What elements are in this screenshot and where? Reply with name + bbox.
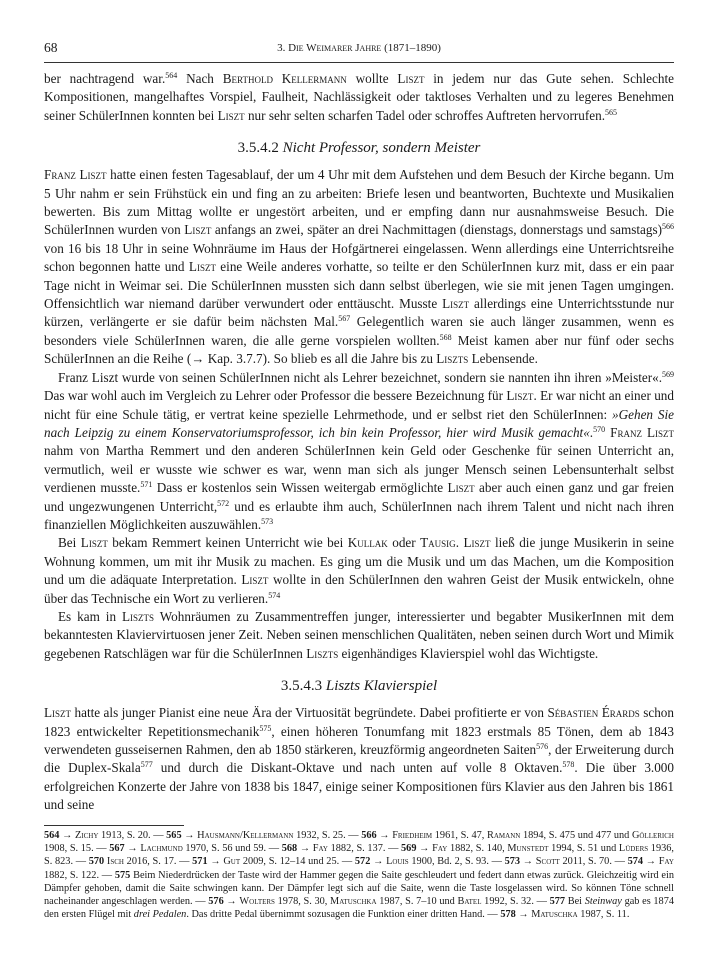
text-run: 1961, S. 47, xyxy=(432,830,487,841)
footnote-ref[interactable]: 564 xyxy=(165,71,178,80)
text-run: 1987, S. 7–10 und xyxy=(376,896,458,908)
person-name: Liszt xyxy=(442,296,470,312)
person-name: Scott xyxy=(535,856,560,868)
text-run: Bei xyxy=(58,535,81,551)
person-name: Zichy xyxy=(75,830,99,841)
person-name: Liszt xyxy=(447,480,475,496)
text-run: → xyxy=(207,856,224,868)
person-name: Tausig xyxy=(420,535,456,551)
person-name: Lachmund xyxy=(140,843,183,855)
person-name: Liszt xyxy=(463,535,491,551)
paragraph xyxy=(44,369,674,535)
text-run: 1992, S. 32. — xyxy=(481,896,550,908)
text-run: → xyxy=(416,843,433,855)
person-name: Friedheim xyxy=(392,830,433,841)
footnote-number: 572 xyxy=(354,856,371,868)
text-run: hatte als junger Pianist eine neue Ära der Virtuosität begründete. Dabei profitierte er von xyxy=(71,705,548,721)
footnote xyxy=(166,830,361,841)
text-run: . xyxy=(455,535,464,551)
person-name: Liszt xyxy=(184,222,212,238)
footnote xyxy=(109,843,281,854)
text-run: . Die über 3.000 erfolgreichen Konzerte der Jahre von 1838 bis 1847, einige seiner Kompositionen fürs Klavier aus den Jahren bis 1861 und seine xyxy=(44,760,674,813)
text-run: Es kam in xyxy=(58,608,122,624)
footnote xyxy=(44,830,166,841)
person-name: Liszt xyxy=(188,259,216,275)
footnote xyxy=(282,843,401,854)
text-run: 2016, S. 17. — xyxy=(123,856,193,868)
section-heading xyxy=(44,138,674,158)
text-run: aber auch einen ganz und gar freien und ungezwungenen Unterricht, xyxy=(44,480,674,514)
text-run: nahm von Martha Remmert und den anderen SchülerInnen kein Geld oder Geschenke für seinen Unterricht an, vermutlich, weil er wusste wie schwer es war, wenn man sich als junger Mensch seinen Lebensunterhalt selbst verdienen musste. xyxy=(44,443,674,496)
person-name: Fay xyxy=(658,856,674,868)
text-run: ber nachtragend war. xyxy=(44,71,166,86)
footnote-ref[interactable]: 567 xyxy=(338,314,351,324)
footnote-ref[interactable]: 577 xyxy=(140,760,153,770)
person-name: Liszt xyxy=(397,71,425,86)
text-run: 2009, S. 12–14 und 25. — xyxy=(240,856,355,868)
footnote-ref[interactable]: 569 xyxy=(662,369,674,379)
text-run: Meist kamen aber nur fünf oder sechs SchülerInnen an die Reihe (→ Kap. 3.7.7). So blieb es all die Jahre bis zu xyxy=(44,332,674,367)
footnote-number: 577 xyxy=(549,896,566,908)
footnote-number: 576 xyxy=(208,896,224,908)
footnote-number: 573 xyxy=(504,856,521,868)
person-name: Berthold Kellermann xyxy=(222,71,347,86)
person-name: Göllerich xyxy=(631,830,674,841)
footnote xyxy=(505,856,628,867)
text-run: schon 1823 entwickelter Repetitionsmechanik xyxy=(44,705,674,739)
footnote-ref[interactable]: 566 xyxy=(662,222,675,232)
text-run: . xyxy=(589,424,594,440)
footnote-ref[interactable]: 572 xyxy=(217,498,230,508)
text-run: → xyxy=(59,830,75,841)
text-run: → xyxy=(515,909,532,921)
footnote-number: 571 xyxy=(192,856,208,868)
person-name: Kullak xyxy=(347,535,388,551)
section-number: 3.5.4.3 xyxy=(280,678,326,695)
text-run: → xyxy=(643,856,659,868)
footnote xyxy=(89,856,192,867)
footnote-ref[interactable]: 570 xyxy=(593,424,606,434)
person-name: Liszt xyxy=(241,572,269,588)
footnote-number: 575 xyxy=(114,869,131,881)
text-run: . Er war nicht an einer und nicht für eine Schule tätig, er vertrat keine spezielle Lehrmethode, und er selbst riet den SchülerInnen: xyxy=(44,388,674,422)
person-name: Ramann xyxy=(487,830,521,841)
text-run: → xyxy=(297,843,313,855)
text-run: Nach xyxy=(177,71,223,86)
text-run: 1913, S. 20. — xyxy=(98,830,167,841)
person-name: Liszts xyxy=(122,608,155,624)
footnote-number: 569 xyxy=(401,843,417,855)
person-name: Isch xyxy=(106,856,124,868)
text-run: 1987, S. 11. xyxy=(577,909,630,921)
footnote-ref[interactable]: 578 xyxy=(562,760,575,770)
person-name: Sébastien Érards xyxy=(547,705,640,721)
text-run: nur sehr selten scharfen Tadel oder schroffes Auftreten hervorrufen. xyxy=(244,107,606,123)
text-run: 1894, S. 475 und 477 und xyxy=(520,830,632,841)
text-run: 2011, S. 70. — xyxy=(559,856,628,868)
text-run: Franz Liszt wurde von seinen SchülerInnen nicht als Lehrer bezeichnet, sondern sie nannten ihn ihren »Meister«. xyxy=(58,369,662,385)
footnote-ref[interactable]: 571 xyxy=(140,480,153,490)
text-run: und durch die Diskant-Oktave und nach unten auf volle 8 Oktaven. xyxy=(152,760,563,776)
text-run: Wohnräumen zu Zusammentreffen junger, interessierter und begabter MusikerInnen mit dem bekanntesten Klaviervirtuosen jener Zeit. Neben seinen menschlichen Qualitäten, neben seinen durch Wort und Mimik gegebenen Ratschlägen war für die SchülerInnen xyxy=(44,608,674,661)
person-name: Wolters xyxy=(239,896,275,908)
text-run: , der Erweiterung durch die Duplex-Skala xyxy=(44,742,674,776)
person-name: Liszt xyxy=(80,535,108,551)
text-run: → xyxy=(124,843,141,855)
text-run: eigenhändiges Klavierspiel wohl das Wichtigste. xyxy=(338,645,599,661)
footnote-ref[interactable]: 574 xyxy=(268,590,281,600)
text-run: Bei xyxy=(565,896,585,908)
text-run: in jedem nur das Gute sehen. Schlechte Kompositionen, mangelhaftes Vorspiel, Faulheit, Nachlässigkeit oder taktloses Verhalten und zu legeres Benehmen seiner SchülerInnen konnten bei xyxy=(44,71,674,123)
person-name: Hausmann/Kellermann xyxy=(197,830,294,841)
running-head: 3. Die Weimarer Jahre (1871–1890) xyxy=(277,42,441,54)
text-run: 1882, S. 140, xyxy=(447,843,508,855)
text-run: und es erlaubte ihm auch, SchülerInnen nach ihrem Talent und nicht nach ihren finanziellen Möglichkeiten auszuwählen. xyxy=(44,498,674,532)
footnote-number: 578 xyxy=(500,909,516,921)
text-run: gab es 1874 den ersten Flügel mit xyxy=(44,896,674,921)
footnote xyxy=(192,856,355,867)
section-title: Liszts Klavierspiel xyxy=(325,678,438,695)
footnotes xyxy=(44,829,674,921)
text-run: 1994, S. 51 und xyxy=(548,843,619,855)
text-run: anfangs an zwei, später an drei Nachmittagen (dienstags, donnerstags und samstags) xyxy=(211,222,663,238)
text-run: 1882, S. 137. — xyxy=(327,843,402,855)
text-run: Beim Niederdrücken der Taste wird der Hammer gegen die Saite geschleudert und federt dann etwas zurück. Gleichzeitig wird ein Dämpfer gehoben, damit die Saite schwingen kann. Der Dämpfer legt sich auf die Saite, wenn die Taste losgelassen wird. So können Töne schnell nacheinander angeschlagen werden. — xyxy=(44,869,674,908)
footnote-number: 574 xyxy=(627,856,644,868)
text-run: Dass er kostenlos sein Wissen weitergab ermöglichte xyxy=(152,480,448,496)
person-name: Liszt xyxy=(506,388,534,404)
paragraph xyxy=(44,608,674,663)
text-run: 1970, S. 56 und 59. — xyxy=(182,843,282,855)
text-run: → xyxy=(223,896,240,908)
section-number: 3.5.4.2 xyxy=(237,140,283,157)
text-run: eine Weile anderes vorhatte, so teilte er den SchülerInnen kurz mit, dass er ein paar Tage nicht in Weimar sei. Die SchülerInnen mussten sich dann selbst überlegen, wie sie mit jenen Tagen umgingen. Offensichtlich war niemand darüber verwundert oder enttäuscht. Musste xyxy=(44,259,675,312)
section-heading xyxy=(44,676,674,696)
text-run: ließ die junge Musikerin in seine Wohnung kommen, um mit ihr Musik zu machen. Es ging um die Musik und um das Machen, um die Komposition und um die adäquate Interpretation. xyxy=(44,535,674,588)
paragraph xyxy=(44,704,674,814)
person-name: Batel xyxy=(457,896,482,908)
text-run: oder xyxy=(387,535,421,551)
italic-text: Steinway xyxy=(584,896,622,908)
text-run: hatte einen festen Tagesablauf, der um 4 Uhr mit dem Aufstehen und dem Besuch der Kirche begann. Um 5 Uhr nahm er sein Frühstück ein und fing an zu arbeiten: Briefe lesen und beantworten, Buchtexte und Musikalien bewerten. Bis zum Mittag wollte er ungestört arbeiten, und er empfing dann nur ausnahmsweise Besuch. Die SchülerInnen wurden von xyxy=(44,167,674,238)
text-run: 1882, S. 122. — xyxy=(44,869,115,881)
section-title: Nicht Professor, sondern Meister xyxy=(282,140,481,157)
person-name: Matuschka xyxy=(531,909,578,921)
person-name: Matuschka xyxy=(330,896,377,908)
text-run: wollte in den SchülerInnen den wahren Geist der Musik entwickeln, ohne über das Technische ein Wort zu verlieren. xyxy=(44,572,674,606)
footnote-number: 564 xyxy=(44,830,60,841)
text-run: . Das dritte Pedal übernimmt sozusagen die Funktion einer dritten Hand. — xyxy=(186,909,501,921)
person-name: Gut xyxy=(223,856,241,868)
text-run: allerdings eine Unterrichtsstunde nur kürzen, verlängerte er sie dafür beim nächsten Mal. xyxy=(44,296,674,330)
person-name: Franz Liszt xyxy=(44,167,107,183)
footnote-number: 565 xyxy=(166,830,182,841)
footnote-ref[interactable]: 576 xyxy=(536,742,549,751)
paragraph xyxy=(44,166,674,368)
text-run: → xyxy=(370,856,387,868)
person-name: Liszts xyxy=(306,645,339,661)
person-name: Louis xyxy=(386,856,409,868)
main-text xyxy=(44,70,674,815)
footnote-number: 570 xyxy=(88,856,105,868)
text-run: 1978, S. 30, xyxy=(274,896,331,908)
text-run: wollte xyxy=(346,71,398,86)
footnote-number: 566 xyxy=(361,830,377,841)
person-name: Liszt xyxy=(217,107,245,123)
footnote xyxy=(208,896,549,907)
text-run: → xyxy=(520,856,536,868)
footnote xyxy=(355,856,505,867)
italic-text: drei Pedalen xyxy=(133,909,187,921)
text-run: Gelegentlich waren sie auch länger zusammen, wenn es besonders viele SchülerInnen waren, die alle gerne vorspielen wollten. xyxy=(44,314,675,348)
text-run: , einen höheren Tonumfang mit 1823 erstmals 85 Tönen, dem ab 1843 verwendeten gusseisernen Rahmen, den ab 1850 stärkeren, kreuzförmig angeordneten Saiten xyxy=(44,723,674,757)
footnote-ref[interactable]: 565 xyxy=(605,107,618,117)
page-header xyxy=(44,40,674,63)
footnote-ref[interactable]: 568 xyxy=(439,332,452,342)
italic-text: »Gehen Sie nach Leipzig zu einem Konservatoriumsprofessor, ich bin kein Professor, hier wird Musik gemacht« xyxy=(44,406,675,440)
footnote-number: 567 xyxy=(109,843,125,855)
text-run: Lebensende. xyxy=(468,351,538,367)
text-run: 1932, S. 25. — xyxy=(293,830,362,841)
footnote xyxy=(500,909,629,920)
person-name: Franz Liszt xyxy=(610,424,675,440)
person-name: Lüders xyxy=(618,843,649,855)
footnote-number: 568 xyxy=(281,843,298,855)
text-run: 1908, S. 15. — xyxy=(44,843,110,855)
person-name: Liszt xyxy=(44,705,72,721)
paragraph xyxy=(44,70,674,125)
footnote-ref[interactable]: 575 xyxy=(259,723,272,733)
person-name: Fay xyxy=(432,843,448,855)
page-number: 68 xyxy=(44,40,58,55)
text-run: 1936, S. 823. — xyxy=(44,843,674,868)
person-name: Liszts xyxy=(436,351,469,367)
text-run: Das war wohl auch im Vergleich zu Lehrer oder Professor die bessere Bezeichnung für xyxy=(44,388,507,404)
person-name: Munstedt xyxy=(507,843,549,855)
text-run: → xyxy=(181,830,198,841)
text-run: bekam Remmert keinen Unterricht wie bei xyxy=(107,535,348,551)
footnote-ref[interactable]: 573 xyxy=(261,516,274,526)
paragraph xyxy=(44,534,674,608)
text-run: 1900, Bd. 2, S. 93. — xyxy=(408,856,505,868)
text-run: → xyxy=(376,830,393,841)
text-run: von 16 bis 18 Uhr in seine Wohnräume im Haus der Hofgärtnerei eingelassen. Wenn allerdings eine Unterrichtsreihe schon begonnen hatte und xyxy=(44,240,674,275)
person-name: Fay xyxy=(312,843,328,855)
footnote-rule xyxy=(44,825,184,826)
